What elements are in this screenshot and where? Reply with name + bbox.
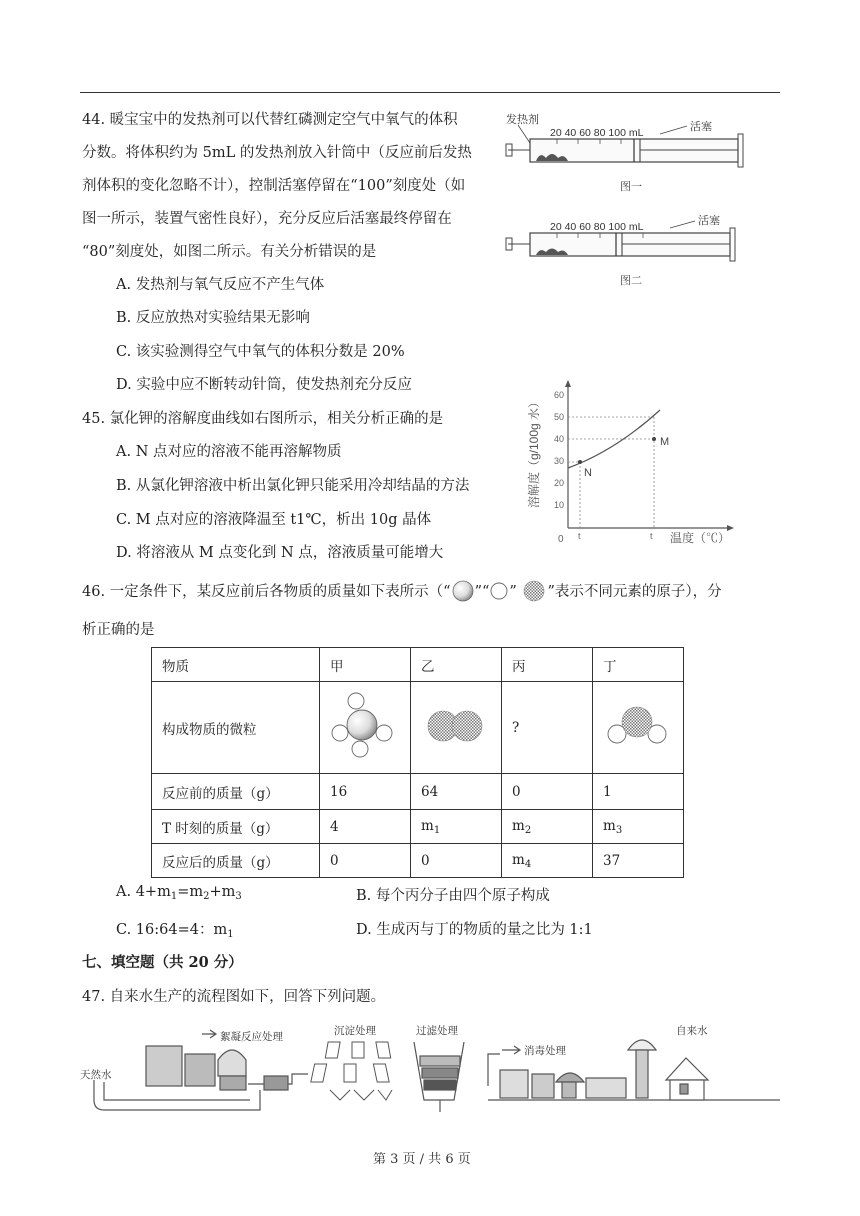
q45-option-b: B. 从氯化钾溶液中析出氯化钾只能采用冷却结晶的方法 [116,478,470,494]
particle-jia [320,682,411,774]
chart-label-m: M [660,436,670,448]
chart-xtick-t1: t [578,531,581,541]
hatched-atom-icon [521,580,547,602]
q46-stem-part-2: ”“ [474,584,490,600]
table-header-ding: 丁 [593,648,684,682]
t-ding-sub: 3 [615,824,623,836]
t-yi-var: m [421,817,434,834]
q47-stem: 47. 自来水生产的流程图如下，回答下列问题。 [82,989,386,1005]
white-atom-large-icon [451,580,475,602]
fig1-caption: 图一 [620,181,642,193]
particle-ding [593,682,684,774]
chart-xtick-t2: t [650,531,653,541]
after-bing-var: m [512,851,525,868]
chart-ytick-50: 50 [553,412,564,422]
table-header-substance: 物质 [152,648,320,682]
before-yi: 64 [411,774,502,810]
chart-ytick-20: 20 [553,478,564,488]
q46-optC-1: C. 16:64=4：m [116,922,228,938]
chart-ytick-10: 10 [553,500,564,510]
after-yi: 0 [411,844,502,878]
fig2-scale: 20 40 60 80 100 mL [550,221,644,233]
table-header-row [152,648,684,682]
header-rule [80,92,780,93]
white-atom-small-icon [489,581,509,601]
flow-coagulation: 絮凝反应处理 [220,1031,283,1043]
fig2-piston-label: 活塞 [698,215,720,227]
q45-option-d: D. 将溶液从 M 点变化到 N 点，溶液质量可能增大 [116,545,444,561]
flow-natural-water: 天然水 [80,1069,112,1081]
q44-line-1: 44. 暖宝宝中的发热剂可以代替红磷测定空气中氧气的体积 [82,112,458,128]
q46-optA-3: +m [209,884,236,900]
table-row-particles [152,682,684,774]
q46-option-b: B. 每个丙分子由四个原子构成 [356,888,550,904]
chart-origin: 0 [558,534,564,545]
table-label-before: 反应前的质量（g） [152,774,320,810]
syringe-figure-1 [500,106,770,196]
fig2-caption: 图二 [620,275,642,287]
table-row-after [152,844,684,878]
chart-point-n [578,460,582,464]
q44-option-d: D. 实验中应不断转动针筒，使发热剂充分反应 [116,377,412,393]
q46-stem-part-4: ”表示不同元素的原子），分 [547,584,722,600]
after-jia: 0 [320,844,411,878]
page-footer: 第 3 页 / 共 6 页 [373,1152,471,1167]
flow-sedimentation: 沉淀处理 [334,1025,376,1037]
t-jia: 4 [320,810,411,844]
t-bing-sub: 2 [524,824,532,836]
section-7-heading: 七、填空题（共 20 分） [82,954,243,971]
q46-mass-table [151,647,684,878]
fig1-piston-label: 活塞 [690,121,712,133]
q46-optA-sub-2: 2 [203,891,210,902]
q46-option-c [116,918,234,940]
table-label-particles: 构成物质的微粒 [152,682,320,774]
molecule-jia-icon [330,691,400,761]
q44-line-4: 图一所示，装置气密性良好），充分反应后活塞最终停留在 [82,211,452,227]
chart-point-m [652,437,656,441]
table-label-t: T 时刻的质量（g） [152,810,320,844]
q46-stem-line-2: 析正确的是 [82,622,155,638]
q44-option-b: B. 反应放热对实验结果无影响 [116,310,310,326]
t-ding-var: m [603,817,616,834]
solubility-chart [520,376,750,546]
q46-optC-sub-1: 1 [227,929,234,940]
chart-label-n: N [584,467,592,479]
q46-stem-part-3: ” [509,584,517,600]
flow-filtration: 过滤处理 [416,1025,458,1037]
before-ding: 1 [593,774,684,810]
q46-stem-line-1 [82,580,722,602]
q44-option-c: C. 该实验测得空气中氧气的体积分数是 20% [116,344,405,360]
q46-option-a [116,884,242,902]
t-ding [593,810,684,844]
chart-ytick-40: 40 [553,434,564,444]
after-bing-sub: 4 [524,858,532,870]
before-bing: 0 [502,774,593,810]
q46-optA-1: A. 4+m [116,884,171,900]
table-label-after: 反应后的质量（g） [152,844,320,878]
t-bing [502,810,593,844]
t-yi-sub: 1 [433,824,441,836]
t-bing-var: m [512,817,525,834]
before-jia: 16 [320,774,411,810]
table-row-before [152,774,684,810]
table-header-yi: 乙 [411,648,502,682]
table-row-t [152,810,684,844]
water-treatment-flow [80,1020,780,1120]
q46-optA-sub-1: 1 [170,891,178,902]
after-bing [502,844,593,878]
molecule-ding-icon [603,704,673,748]
fig1-scale: 20 40 60 80 100 mL [550,127,644,139]
q45-option-a: A. N 点对应的溶液不能再溶解物质 [116,444,342,460]
q45-stem: 45. 氯化钾的溶解度曲线如右图所示，相关分析正确的是 [82,411,444,427]
chart-ytick-30: 30 [553,456,564,466]
table-header-bing: 丙 [502,648,593,682]
q44-line-5: “80”刻度处，如图二所示。有关分析错误的是 [82,244,377,260]
particle-bing: ? [502,682,593,774]
q46-stem-part-1: 46. 一定条件下，某反应前后各物质的质量如下表所示（“ [82,584,451,600]
chart-x-axis-label: 温度（℃） [670,531,731,545]
t-yi [411,810,502,844]
table-header-jia: 甲 [320,648,411,682]
q44-line-2: 分数。将体积约为 5mL 的发热剂放入针筒中（反应前后发热 [82,145,472,161]
particle-yi [411,682,502,774]
chart-y-axis-label: 溶解度（g/100g 水） [527,395,541,508]
flow-disinfection: 消毒处理 [524,1045,566,1057]
after-ding: 37 [593,844,684,878]
syringe-figure-2 [500,208,770,293]
q44-line-3: 剂体积的变化忽略不计），控制活塞停留在“100”刻度处（如 [82,178,466,194]
q45-option-c: C. M 点对应的溶液降温至 t1℃，析出 10g 晶体 [116,512,432,528]
q46-optA-2: =m [177,884,204,900]
q46-optA-sub-3: 3 [235,891,242,902]
flow-tap-water: 自来水 [676,1025,708,1037]
fig1-agent-label: 发热剂 [506,114,539,126]
q44-option-a: A. 发热剂与氧气反应不产生气体 [116,277,325,293]
q46-option-d: D. 生成丙与丁的物质的量之比为 1:1 [356,922,593,938]
chart-ytick-60: 60 [553,390,564,400]
molecule-yi-icon [421,706,491,746]
